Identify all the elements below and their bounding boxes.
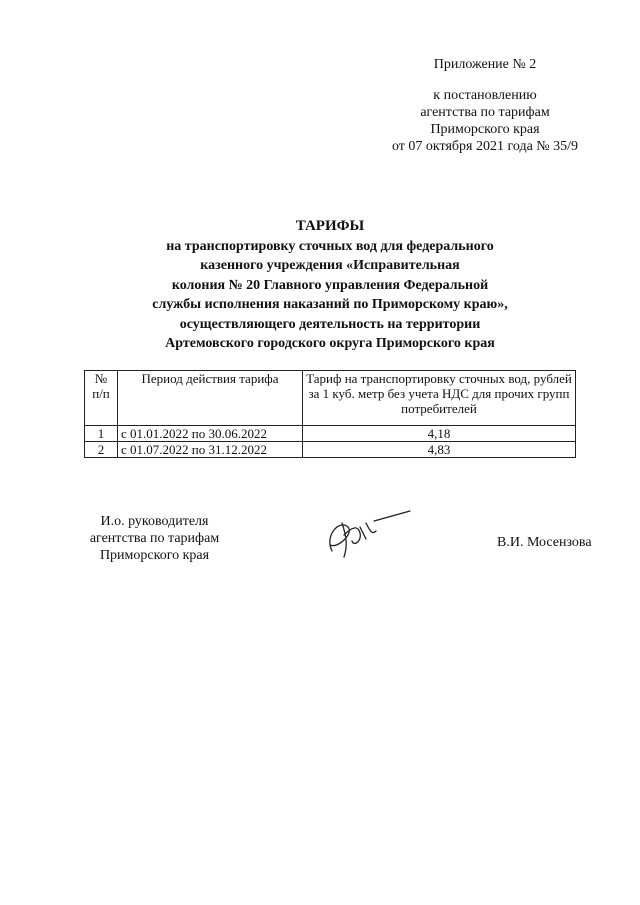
signatory-name: В.И. Мосензова (497, 535, 592, 550)
signatory-line-1: И.о. руководителя (100, 514, 209, 529)
heading-line-2: казенного учреждения «Исправительная (200, 258, 460, 273)
heading-line-4: службы исполнения наказаний по Приморскому краю», (152, 297, 508, 312)
heading-line-5: осуществляющего деятельность на территории (179, 316, 481, 332)
row-period: с 01.07.2022 по 31.12.2022 (118, 442, 303, 458)
header-period: Период действия тарифа (118, 371, 303, 426)
table-row (85, 426, 576, 442)
heading-line-3: колония № 20 Главного управления Федеральной (171, 277, 489, 293)
heading-line-6: Артемовского городского округа Приморского края (165, 336, 495, 351)
document-title: ТАРИФЫ (295, 218, 365, 234)
appendix-line-3: Приморского края (430, 122, 540, 137)
row-num: 2 (85, 442, 118, 458)
row-period: с 01.01.2022 по 30.06.2022 (118, 426, 303, 442)
heading-line-1: на транспортировку сточных вод для федерального (166, 238, 494, 254)
table-row (85, 442, 576, 458)
signatory-line-2: агентства по тарифам (89, 531, 220, 546)
row-value: 4,83 (303, 442, 576, 458)
appendix-header (380, 56, 590, 155)
table-header-row (85, 371, 576, 426)
tariff-table (84, 370, 576, 458)
signatory-line-3: Приморского края (99, 548, 210, 563)
signatory-position (72, 513, 237, 564)
row-value: 4,18 (303, 426, 576, 442)
appendix-line-1: к постановлению (433, 88, 537, 103)
document-heading (125, 217, 535, 354)
signature-icon (318, 505, 418, 565)
row-num: 1 (85, 426, 118, 442)
header-num: № п/п (85, 371, 118, 426)
header-tariff: Тариф на транспортировку сточных вод, рублей за 1 куб. метр без учета НДС для прочих групп потребителей (303, 371, 576, 426)
appendix-line-2: агентства по тарифам (420, 105, 550, 120)
appendix-number: Приложение № 2 (433, 57, 537, 72)
appendix-line-4: от 07 октября 2021 года № 35/9 (391, 139, 579, 154)
